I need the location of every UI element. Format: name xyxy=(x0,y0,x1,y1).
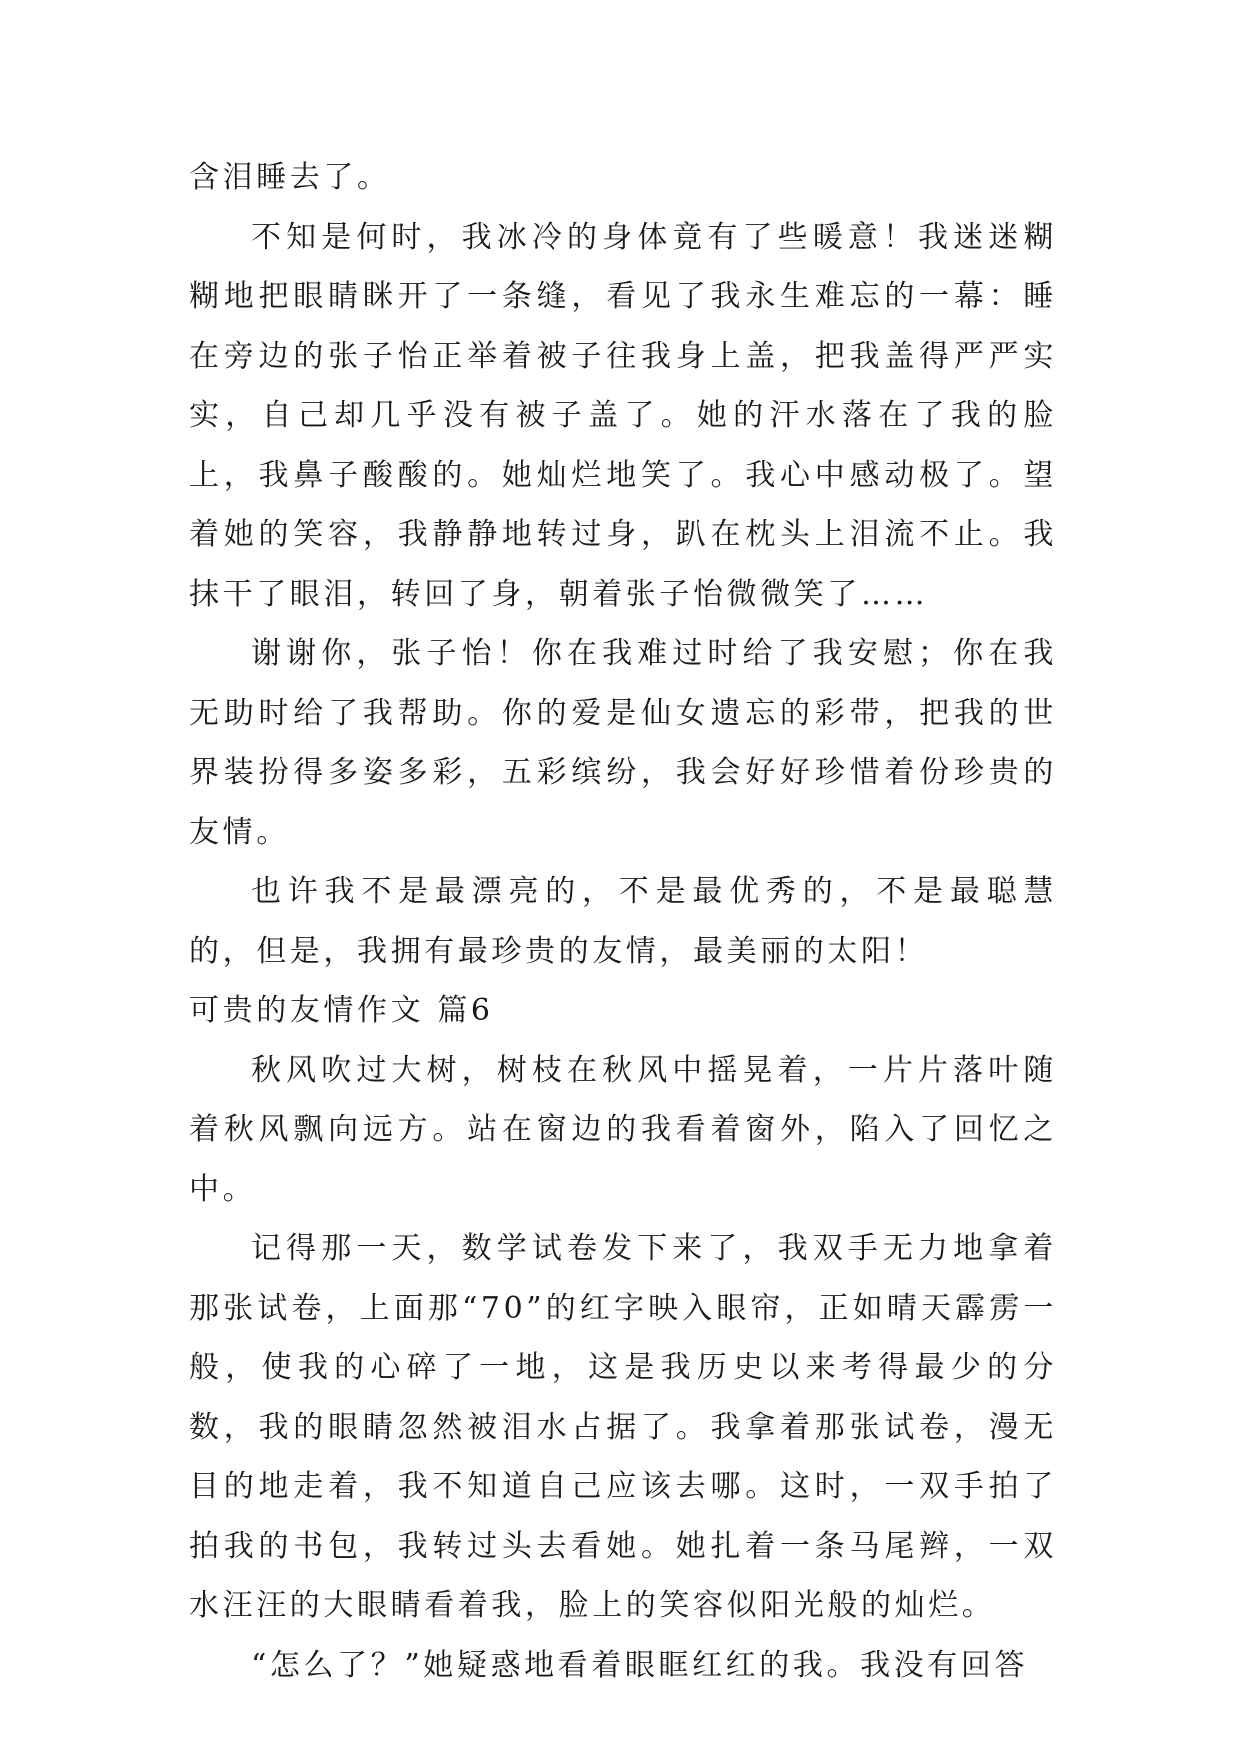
paragraph: 也许我不是最漂亮的，不是最优秀的，不是最聪慧的，但是，我拥有最珍贵的友情，最美丽的太阳！ xyxy=(189,874,1057,969)
paragraph-continuation: 含泪睡去了。 xyxy=(189,160,391,195)
paragraph: 秋风吹过大树，树枝在秋风中摇晃着，一片片落叶随着秋风飘向远方。站在窗边的我看着窗外，陷入了回忆之中。 xyxy=(189,1052,1057,1207)
document-body xyxy=(189,148,1057,1695)
paragraph: “怎么了？”她疑惑地看着眼眶红红的我。我没有回答 xyxy=(251,1647,1029,1683)
paragraph: 谢谢你，张子怡！你在我难过时给了我安慰；你在我无助时给了我帮助。你的爱是仙女遗忘的彩带，把我的世界装扮得多姿多彩，五彩缤纷，我会好好珍惜着份珍贵的友情。 xyxy=(189,636,1057,850)
paragraph: 不知是何时，我冰冷的身体竟有了些暖意！我迷迷糊糊地把眼睛眯开了一条缝，看见了我永生难忘的一幕：睡在旁边的张子怡正举着被子往我身上盖，把我盖得严严实实，自己却几乎没有被子盖了。她的汗水落在了我的脸上，我鼻子酸酸的。她灿烂地笑了。我心中感动极了。望着她的笑容，我静静地转过身，趴在枕头上泪流不止。我抹干了眼泪，转回了身，朝着张子怡微微笑了…… xyxy=(189,219,1057,612)
paragraph: 记得那一天，数学试卷发下来了，我双手无力地拿着那张试卷，上面那“70”的红字映入眼帘，正如晴天霹雳一般，使我的心碎了一地，这是我历史以来考得最少的分数，我的眼睛忽然被泪水占据了。我拿着那张试卷，漫无目的地走着，我不知道自己应该去哪。这时，一双手拍了拍我的书包，我转过头去看她。她扎着一条马尾辫，一双水汪汪的大眼睛看着我，脸上的笑容似阳光般的灿烂。 xyxy=(189,1231,1057,1623)
section-heading: 可贵的友情作文 篇6 xyxy=(189,993,494,1028)
